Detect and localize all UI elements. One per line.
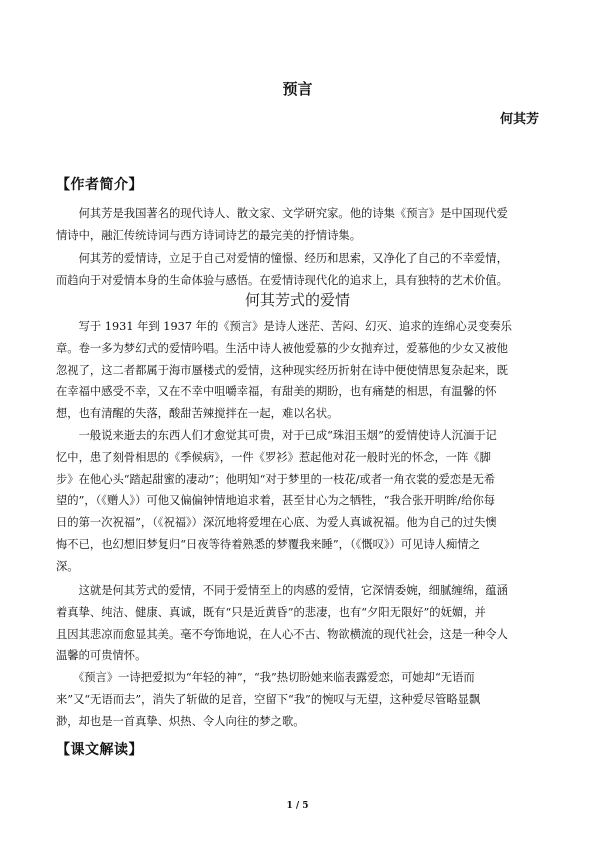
text-line: 深。 [56, 559, 79, 573]
text-line: 写于 1931 年到 1937 年的《预言》是诗人迷茫、苦闷、幻灭、追求的连绵心灵变奏乐 [56, 320, 512, 333]
text-line: 何其芳是我国著名的现代诗人、散文家、文学研究家。他的诗集《预言》是中国现代爱 [56, 207, 508, 220]
intro-paragraph-2 [56, 248, 538, 292]
intro-paragraph-1 [56, 203, 538, 247]
text-line: 着真挚、纯洁、健康、真诚，既有“只是近黄昏”的悲凄，也有“夕阳无限好”的妩媚，并 [56, 605, 486, 619]
text-line: 在幸福中感受不幸，又在不幸中咀嚼幸福，有甜美的期盼，也有痛楚的相思，有温馨的怀 [56, 385, 497, 399]
text-line: 而趋向于对爱情本身的生命体验与感悟。在爱情诗现代化的追求上，具有独特的艺术价值。 [56, 273, 508, 287]
text-line: 何其芳的爱情诗，立足于自己对爱情的憧憬、经历和思索，又净化了自己的不幸爱情， [56, 252, 508, 265]
page-number: 1 / 5 [286, 801, 309, 811]
text-line: 日的第一次祝福”，（《祝福》）深沉地将爱埋在心底、为爱人真诚祝福。他为自己的过失懊 [56, 516, 497, 530]
text-line: 忆中，患了刻骨相思的《季候病》，一件《罗衫》惹起他对花一般时光的怀念，一阵《脚 [56, 450, 491, 464]
text-line: 章。卷一多为梦幻式的爱情吟唱。生活中诗人被他爱慕的少女抛弃过，爱慕他的少女又被他 [56, 341, 508, 355]
text-line: 想，也有清醒的失落，酸甜苦辣搅拌在一起，难以名状。 [56, 407, 339, 421]
article-paragraph-1 [56, 316, 538, 425]
text-line: 这就是何其芳式的爱情，不同于爱情至上的肉感的爱情，它深情委婉，细腻缠绵，蕴涵 [56, 584, 508, 597]
text-line: 忽视了，这二者都属于海市蜃楼式的爱情，这种现实经历折射在诗中便使情思复杂起来，既 [56, 363, 508, 377]
article-paragraph-4 [56, 667, 538, 732]
text-line: 温馨的可贵情怀。 [56, 649, 147, 663]
text-line: 悔不已，也幻想旧梦复归“日夜等待着熟悉的梦覆我来睡”，（《慨叹》）可见诗人痴情之 [56, 537, 480, 551]
article-subtitle: 何其芳式的爱情 [244, 291, 350, 309]
text-line: 步》在他心头“踏起甜蜜的凄动”；他明知“对于梦里的一枝花/或者一角衣裳的爱恋是无希 [56, 472, 496, 486]
text-line: 《预言》一诗把爱拟为“年轻的神”，“我”热切盼她来临表露爱恋，可她却“无语而 [56, 671, 475, 684]
article-paragraph-2 [56, 425, 538, 578]
author-name: 何其芳 [499, 112, 539, 127]
text-line: 来”又“无语而去”，消失了斩做的足音，空留下“我”的惋叹与无望，这种爱尽管略显飘 [56, 692, 481, 706]
text-line: 情诗中，融汇传统诗词与西方诗词诗艺的最完美的抒情诗集。 [56, 228, 362, 242]
section-heading-text-reading: 【课文解读】 [56, 742, 143, 758]
text-line: 且因其悲凉而愈显其美。毫不夸饰地说，在人心不古、物欲横流的现代社会，这是一种令人 [56, 627, 508, 641]
text-line: 一般说来逝去的东西人们才愈觉其可贵，对于已成“珠泪玉烟”的爱情使诗人沉湎于记 [56, 429, 497, 442]
article-paragraph-3 [56, 580, 538, 667]
text-line: 渺，却也是一首真挚、炽热、令人向往的梦之歌。 [56, 714, 305, 728]
section-heading-author-intro: 【作者简介】 [56, 177, 143, 193]
page-title: 预言 [282, 80, 313, 98]
text-line: 望的”，（《赠人》）可他又偏偏钟情地追求着，甚至甘心为之牺牲，“我合张开明眸/给你每 [56, 494, 495, 508]
